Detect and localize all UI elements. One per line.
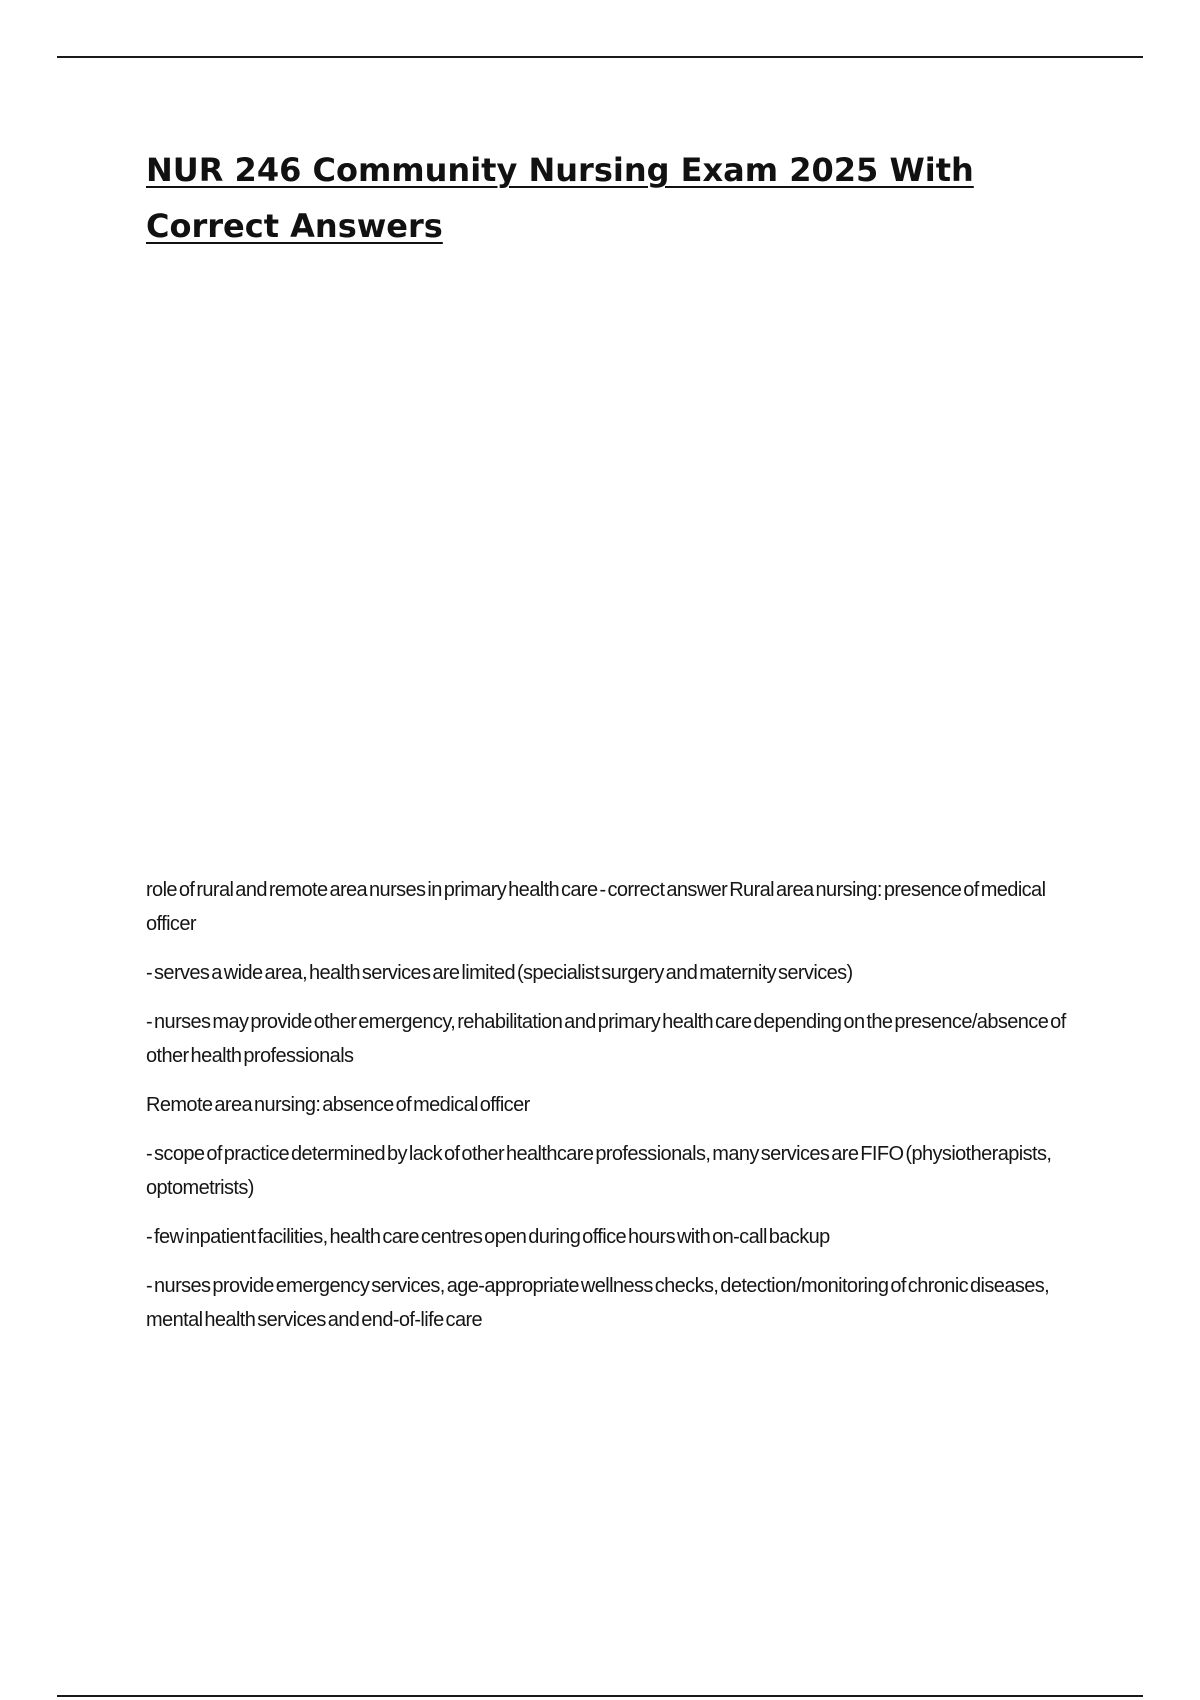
answer-paragraph: - serves a wide area, health services are limited (specialist surgery and maternity services) [146,962,853,984]
document-title: NUR 246 Community Nursing Exam 2025 With Correct Answers [146,151,974,245]
answer-paragraph: Remote area nursing: absence of medical officer [146,1094,530,1116]
answer-paragraph: - few inpatient facilities, health care centres open during office hours with on-call backup [146,1226,830,1248]
question-paragraph: role of rural and remote area nurses in primary health care - correct answer Rural area nursing: presence of medical officer [146,879,1046,935]
top-rule [57,56,1143,58]
answer-body [146,873,1066,1352]
bottom-rule [57,1695,1143,1697]
answer-paragraph: - nurses may provide other emergency, rehabilitation and primary health care depending on the presence/absence of other health professionals [146,1011,1066,1067]
answer-paragraph: - scope of practice determined by lack of other healthcare professionals, many services are FIFO (physiotherapists, optometrists) [146,1143,1052,1199]
answer-paragraph: - nurses provide emergency services, age-appropriate wellness checks, detection/monitoring of chronic diseases, mental health services and end-of-life care [146,1275,1050,1331]
